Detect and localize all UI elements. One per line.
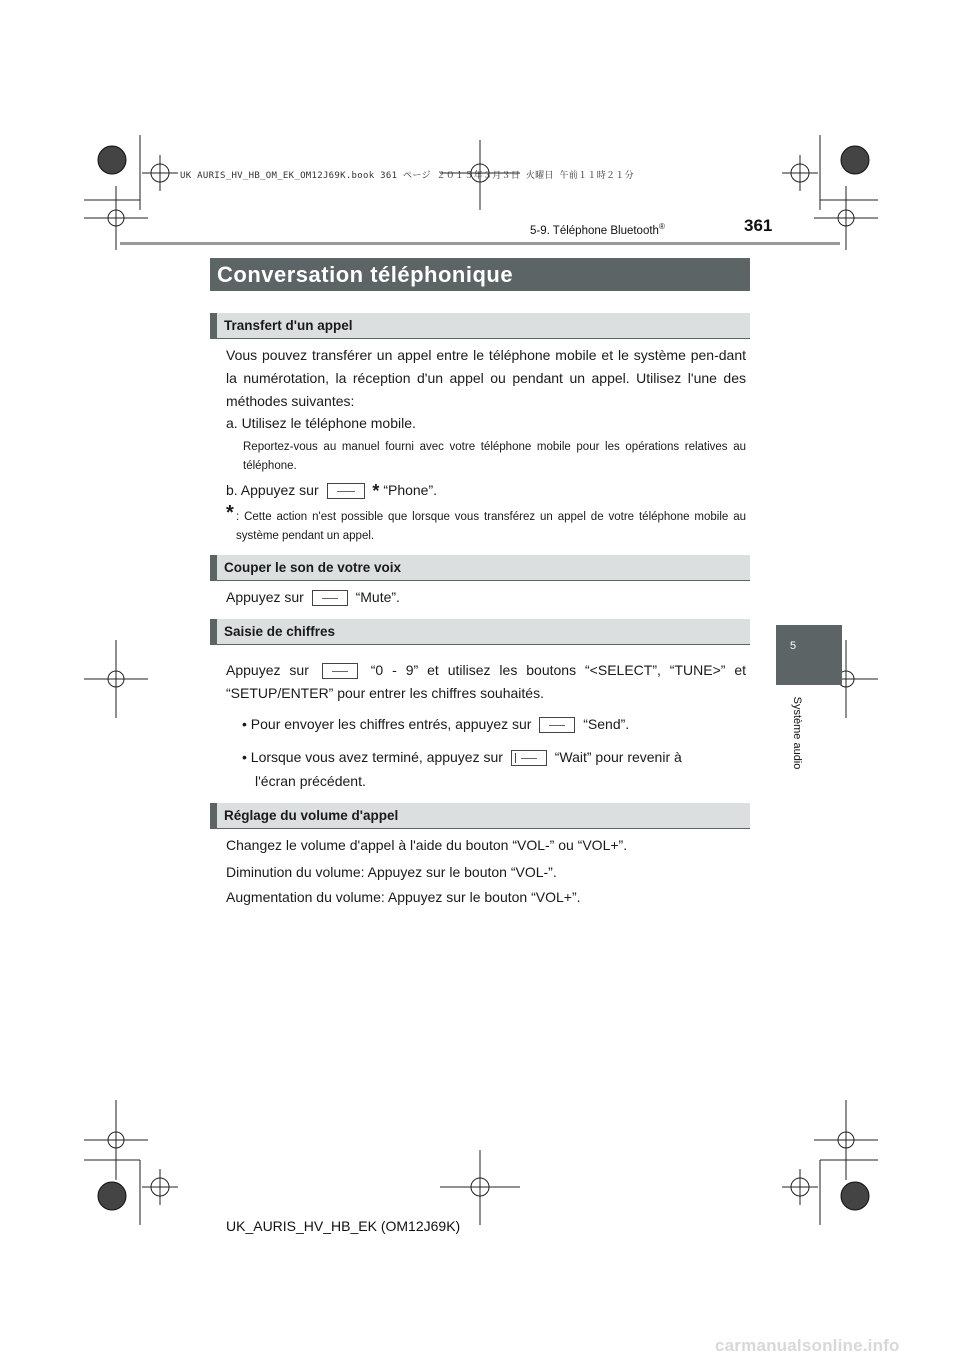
transfer-item-a-note: Reportez-vous au manuel fourni avec votre téléphone mobile pour les opérations relatives au téléphone. — [243, 441, 746, 472]
header-section-label — [530, 222, 665, 237]
watermark-text: carmanualsonline.info — [715, 1336, 900, 1355]
item-b-star: * — [372, 481, 380, 501]
digits-bullet-wait-cont: l'écran précédent. — [255, 773, 366, 789]
phone-button-icon — [327, 483, 365, 499]
mute-button-icon — [312, 590, 348, 606]
transfer-intro: Vous pouvez transférer un appel entre le téléphone mobile et le système pen-dant la numérotation, la réception d'un appel ou pendant un appel. Utilisez l'une des méthodes suivantes: — [226, 347, 746, 409]
item-b-prefix: b. Appuyez sur — [226, 482, 319, 498]
transfer-footnote: : Cette action n'est possible que lorsque vous transférez un appel de votre téléphone mobile au système pendant un appel. — [236, 511, 746, 542]
keypad-button-icon — [322, 663, 358, 679]
transfer-item-a: a. Utilisez le téléphone mobile. — [226, 415, 416, 431]
bullet-wait-prefix: • Lorsque vous avez terminé, appuyez sur — [242, 749, 503, 765]
digits-prefix: Appuyez sur — [226, 662, 309, 678]
volume-line-3: Augmentation du volume: Appuyez sur le bouton “VOL+”. — [226, 889, 581, 905]
chapter-side-label: Système audio — [791, 696, 803, 770]
subheading-transfer: Transfert d'un appel — [210, 313, 750, 339]
bullet-send-suffix: “Send”. — [583, 716, 630, 732]
digits-instruction — [226, 659, 746, 705]
registered-mark: ® — [658, 222, 665, 231]
transfer-item-b — [226, 479, 746, 503]
footnote-star: * — [226, 502, 234, 524]
volume-line-1: Changez le volume d'appel à l'aide du bouton “VOL-” ou “VOL+”. — [226, 837, 628, 853]
item-b-suffix: “Phone”. — [383, 482, 438, 498]
volume-line-2: Diminution du volume: Appuyez sur le bouton “VOL-”. — [226, 864, 557, 880]
mute-prefix: Appuyez sur — [226, 589, 304, 605]
chapter-tab — [776, 625, 842, 685]
chapter-tab-number: 5 — [790, 640, 797, 652]
mute-suffix: “Mute”. — [355, 589, 400, 605]
document-code: UK_AURIS_HV_HB_EK (OM12J69K) — [226, 1218, 461, 1234]
page-title: Conversation téléphonique — [210, 258, 750, 291]
bullet-send-prefix: • Pour envoyer les chiffres entrés, appuyez sur — [242, 716, 532, 732]
wait-button-icon — [511, 750, 547, 766]
digits-bullet-send — [242, 713, 746, 736]
printer-metadata-line: UK AURIS_HV_HB_OM_EK_OM12J69K.book 361 ページ ２０１５年３月３日 火曜日 午前１１時２１分 — [180, 171, 634, 181]
header-rule — [120, 242, 840, 245]
bullet-wait-suffix: “Wait” pour revenir à — [554, 749, 682, 765]
page-number: 361 — [744, 216, 773, 235]
subheading-mute: Couper le son de votre voix — [210, 555, 750, 581]
digits-bullet-wait — [242, 746, 746, 769]
subheading-digits: Saisie de chiffres — [210, 619, 750, 645]
digits-suffix: “0 - 9” et utilisez les boutons “<SELECT”, “TUNE>” et “SETUP/ENTER” pour entrer les chiffres souhaités. — [226, 662, 747, 701]
send-button-icon — [539, 717, 575, 733]
section-label-text: 5-9. Téléphone Bluetooth — [530, 224, 659, 237]
mute-instruction — [226, 586, 746, 609]
subheading-volume: Réglage du volume d'appel — [210, 803, 750, 829]
